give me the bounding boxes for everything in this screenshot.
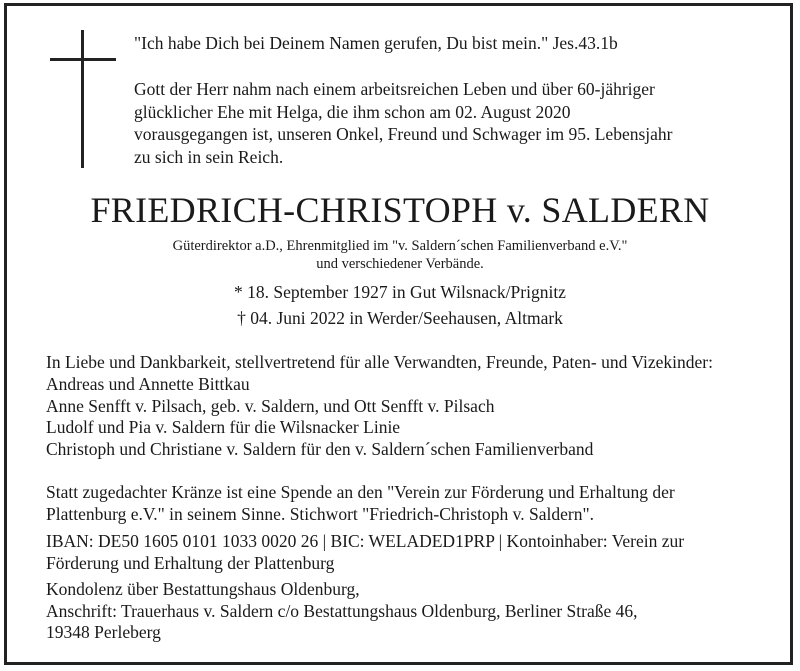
bank-line: Förderung und Erhaltung der Plattenburg bbox=[46, 552, 335, 573]
condolence-address bbox=[46, 579, 638, 644]
cross-horizontal-bar bbox=[50, 58, 116, 61]
bank-line: IBAN: DE50 1605 0101 1033 0020 26 | BIC: WELADED1PRP | Kontoinhaber: Verein zur bbox=[46, 531, 685, 551]
bible-verse: "Ich habe Dich bei Deinem Namen gerufen, Du bist mein." Jes.43.1b bbox=[134, 33, 618, 53]
mourner-entry: Andreas und Annette Bittkau bbox=[46, 374, 250, 394]
mourners-list bbox=[46, 374, 593, 460]
intro-line: zu sich in sein Reich. bbox=[134, 146, 284, 167]
cross-vertical-bar bbox=[81, 30, 84, 168]
donation-line: Statt zugedachter Kränze ist eine Spende an den "Verein zur Förderung und Erhaltung der bbox=[46, 482, 675, 502]
intro-line: vorausgegangen ist, unseren Onkel, Freund und Schwager im 95. Lebensjahr bbox=[134, 124, 673, 144]
intro-text bbox=[134, 78, 754, 168]
title-line: Güterdirektor a.D., Ehrenmitglied im "v. Saldern´schen Familienverband e.V." bbox=[172, 238, 628, 254]
donation-line: Plattenburg e.V." in seinem Sinne. Stichwort "Friedrich-Christoph v. Saldern". bbox=[46, 503, 594, 524]
death-date: † 04. Juni 2022 in Werder/Seehausen, Altmark bbox=[237, 308, 563, 328]
donation-note bbox=[46, 482, 675, 525]
deceased-name: FRIEDRICH-CHRISTOPH v. SALDERN bbox=[90, 190, 710, 230]
title-line: und verschiedener Verbände. bbox=[316, 255, 484, 272]
mourner-entry: Anne Senfft v. Pilsach, geb. v. Saldern, und Ott Senfft v. Pilsach bbox=[46, 395, 495, 416]
bank-details bbox=[46, 531, 684, 574]
mourner-entry: Ludolf und Pia v. Saldern für die Wilsnacker Linie bbox=[46, 417, 401, 437]
condolence-line: Kondolenz über Bestattungshaus Oldenburg, bbox=[46, 579, 360, 599]
intro-line: Gott der Herr nahm nach einem arbeitsreichen Leben und über 60-jähriger bbox=[134, 79, 655, 99]
condolence-line: Anschrift: Trauerhaus v. Saldern c/o Bestattungshaus Oldenburg, Berliner Straße 46, bbox=[46, 600, 638, 621]
intro-line: glücklicher Ehe mit Helga, die ihm schon am 02. August 2020 bbox=[134, 101, 571, 122]
birth-date: * 18. September 1927 in Gut Wilsnack/Prignitz bbox=[234, 282, 566, 302]
mourner-entry: Christoph und Christiane v. Saldern für den v. Saldern´schen Familienverband bbox=[46, 438, 594, 459]
deceased-title bbox=[0, 238, 800, 273]
mourners-intro: In Liebe und Dankbarkeit, stellvertretend für alle Verwandten, Freunde, Paten- und Vizekinder: bbox=[46, 352, 713, 372]
condolence-line: 19348 Perleberg bbox=[46, 622, 161, 642]
